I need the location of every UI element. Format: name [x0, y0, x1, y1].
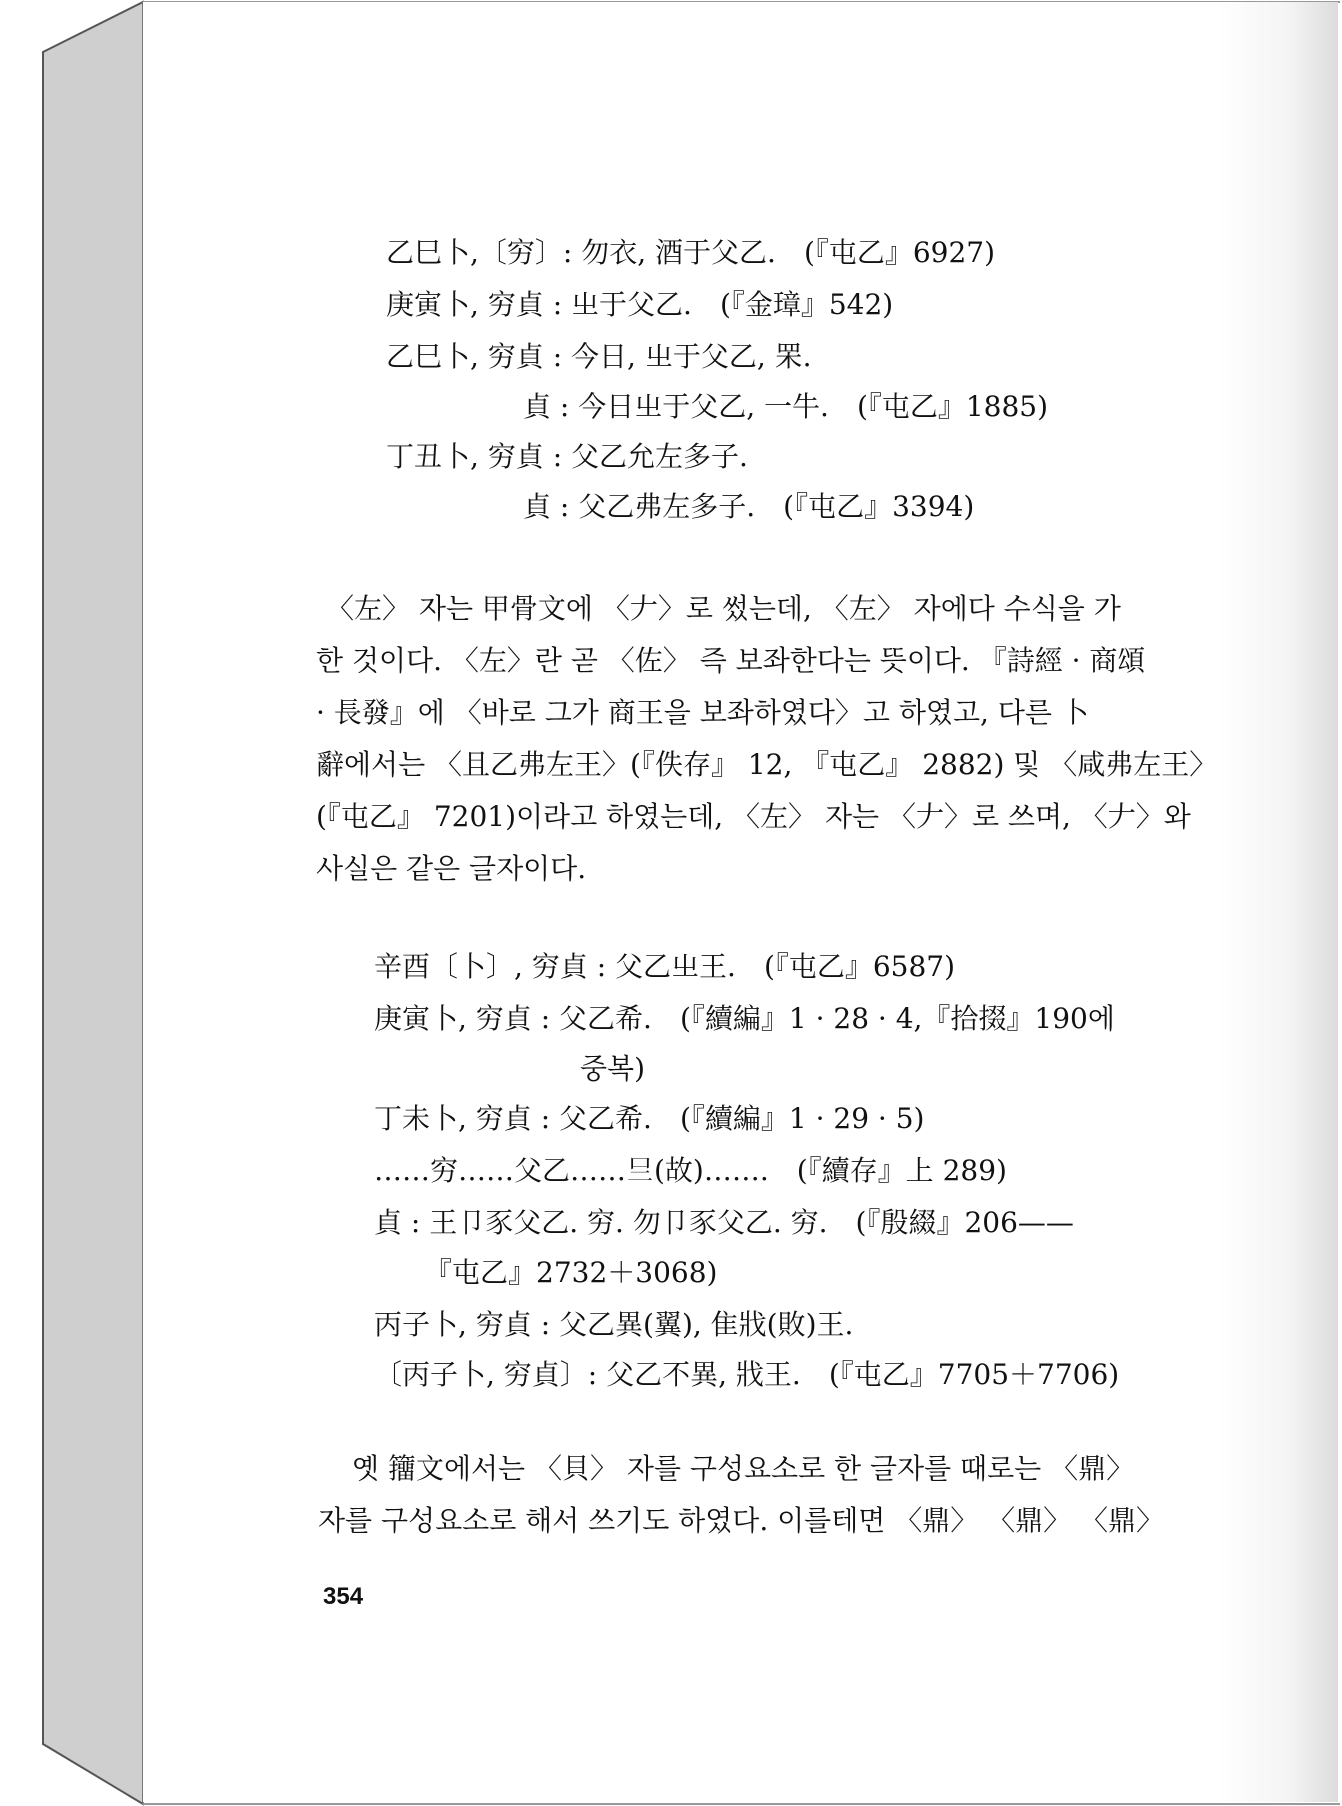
example-line [386, 228, 995, 278]
page-content [143, 0, 1342, 1806]
example-text: 庚寅卜, 穷貞 : 㞢于父乙. [386, 288, 692, 321]
example-text: 辛酉〔卜〕, 穷貞 : 父乙㞢王. [374, 950, 736, 983]
example-line [374, 994, 1115, 1044]
example-text: 丁丑卜, 穷貞 : 父乙允左多子. [386, 440, 748, 473]
example-source: (『屯乙』6587) [763, 950, 956, 983]
example-text: 丙子卜, 穷貞 : 父乙異(翼), 隹戕(敗)王. [374, 1308, 854, 1341]
paragraph-line: 〈左〉 자는 甲骨文에 〈𠂇〉로 썼는데, 〈左〉 자에다 수식을 가 [326, 592, 1121, 625]
example-line [374, 1146, 1007, 1196]
example-line [523, 482, 974, 532]
example-line [580, 1044, 645, 1094]
example-text: 貞 : 王卩豕父乙. 穷. 勿卩豕父乙. 穷. [374, 1206, 828, 1239]
example-line [374, 1300, 853, 1350]
example-text: 貞 : 今日㞢于父乙, 一牛. [523, 390, 829, 423]
example-line [386, 432, 776, 482]
example-line [374, 1198, 1074, 1248]
example-text: 貞 : 父乙弗左多子. [523, 490, 756, 523]
paragraph-line: 사실은 같은 글자이다. [316, 852, 587, 885]
paragraph-line: 옛 籒文에서는 〈貝〉 자를 구성요소로 한 글자를 때로는 〈鼎〉 [352, 1452, 1135, 1485]
example-source: (『屯乙』1885) [856, 390, 1049, 423]
example-source: (『屯乙』3394) [783, 490, 975, 523]
paragraph-line: 한 것이다. 〈左〉란 곧 〈佐〉 즉 보좌한다는 뜻이다. 『詩經 · 商頌 [316, 644, 1146, 677]
example-text: 乙巳卜, 穷貞 : 今日, 㞢于父乙, 䍒. [386, 340, 812, 373]
example-line [424, 1248, 717, 1298]
example-text: ……穷……父乙……𠮡(故)……. [374, 1154, 769, 1187]
example-source: (『屯乙』7705＋7706) [828, 1358, 1120, 1391]
example-source: (『殷綴』206—— [855, 1206, 1074, 1239]
paragraph-line: 辭에서는 〈且乙弗左王〉(『佚存』 12, 『屯乙』 2882) 및 〈咸弗左王〉 [316, 748, 1218, 781]
paragraph-line: (『屯乙』 7201)이라고 하였는데, 〈左〉 자는 〈𠂇〉로 쓰며, 〈𠂇〉와 [316, 800, 1191, 833]
example-text: 丁未卜, 穷貞 : 父乙希. [374, 1102, 652, 1135]
paragraph-line: 자를 구성요소로 해서 쓰기도 하였다. 이를테면 〈鼎〉 〈鼎〉 〈鼎〉 [318, 1504, 1165, 1537]
example-source: (『續編』1 · 28 · 4,『拾掇』190에 [679, 1002, 1115, 1035]
example-line [523, 382, 1048, 432]
example-line [374, 1350, 1119, 1400]
example-text: 庚寅卜, 穷貞 : 父乙希. [374, 1002, 652, 1035]
example-text: 중복) [580, 1052, 646, 1085]
example-source: (『金璋』542) [719, 288, 894, 321]
example-source: (『屯乙』6927) [803, 236, 996, 269]
example-text: 『屯乙』2732＋3068) [424, 1256, 718, 1289]
example-line [386, 332, 840, 382]
example-source: (『續存』上 289) [796, 1154, 1007, 1187]
example-line [374, 1094, 924, 1144]
example-text: 乙巳卜,〔穷〕: 勿衣, 酒于父乙. [386, 236, 776, 269]
paragraph-line: · 長發』에 〈바로 그가 商王을 보좌하였다〉고 하였고, 다른 卜 [316, 696, 1089, 729]
page-number: 354 [323, 1583, 364, 1610]
example-source: (『續編』1 · 29 · 5) [679, 1102, 925, 1135]
example-line [374, 942, 955, 992]
example-line [386, 280, 893, 330]
example-text: 〔丙子卜, 穷貞〕: 父乙不異, 戕王. [374, 1358, 801, 1391]
